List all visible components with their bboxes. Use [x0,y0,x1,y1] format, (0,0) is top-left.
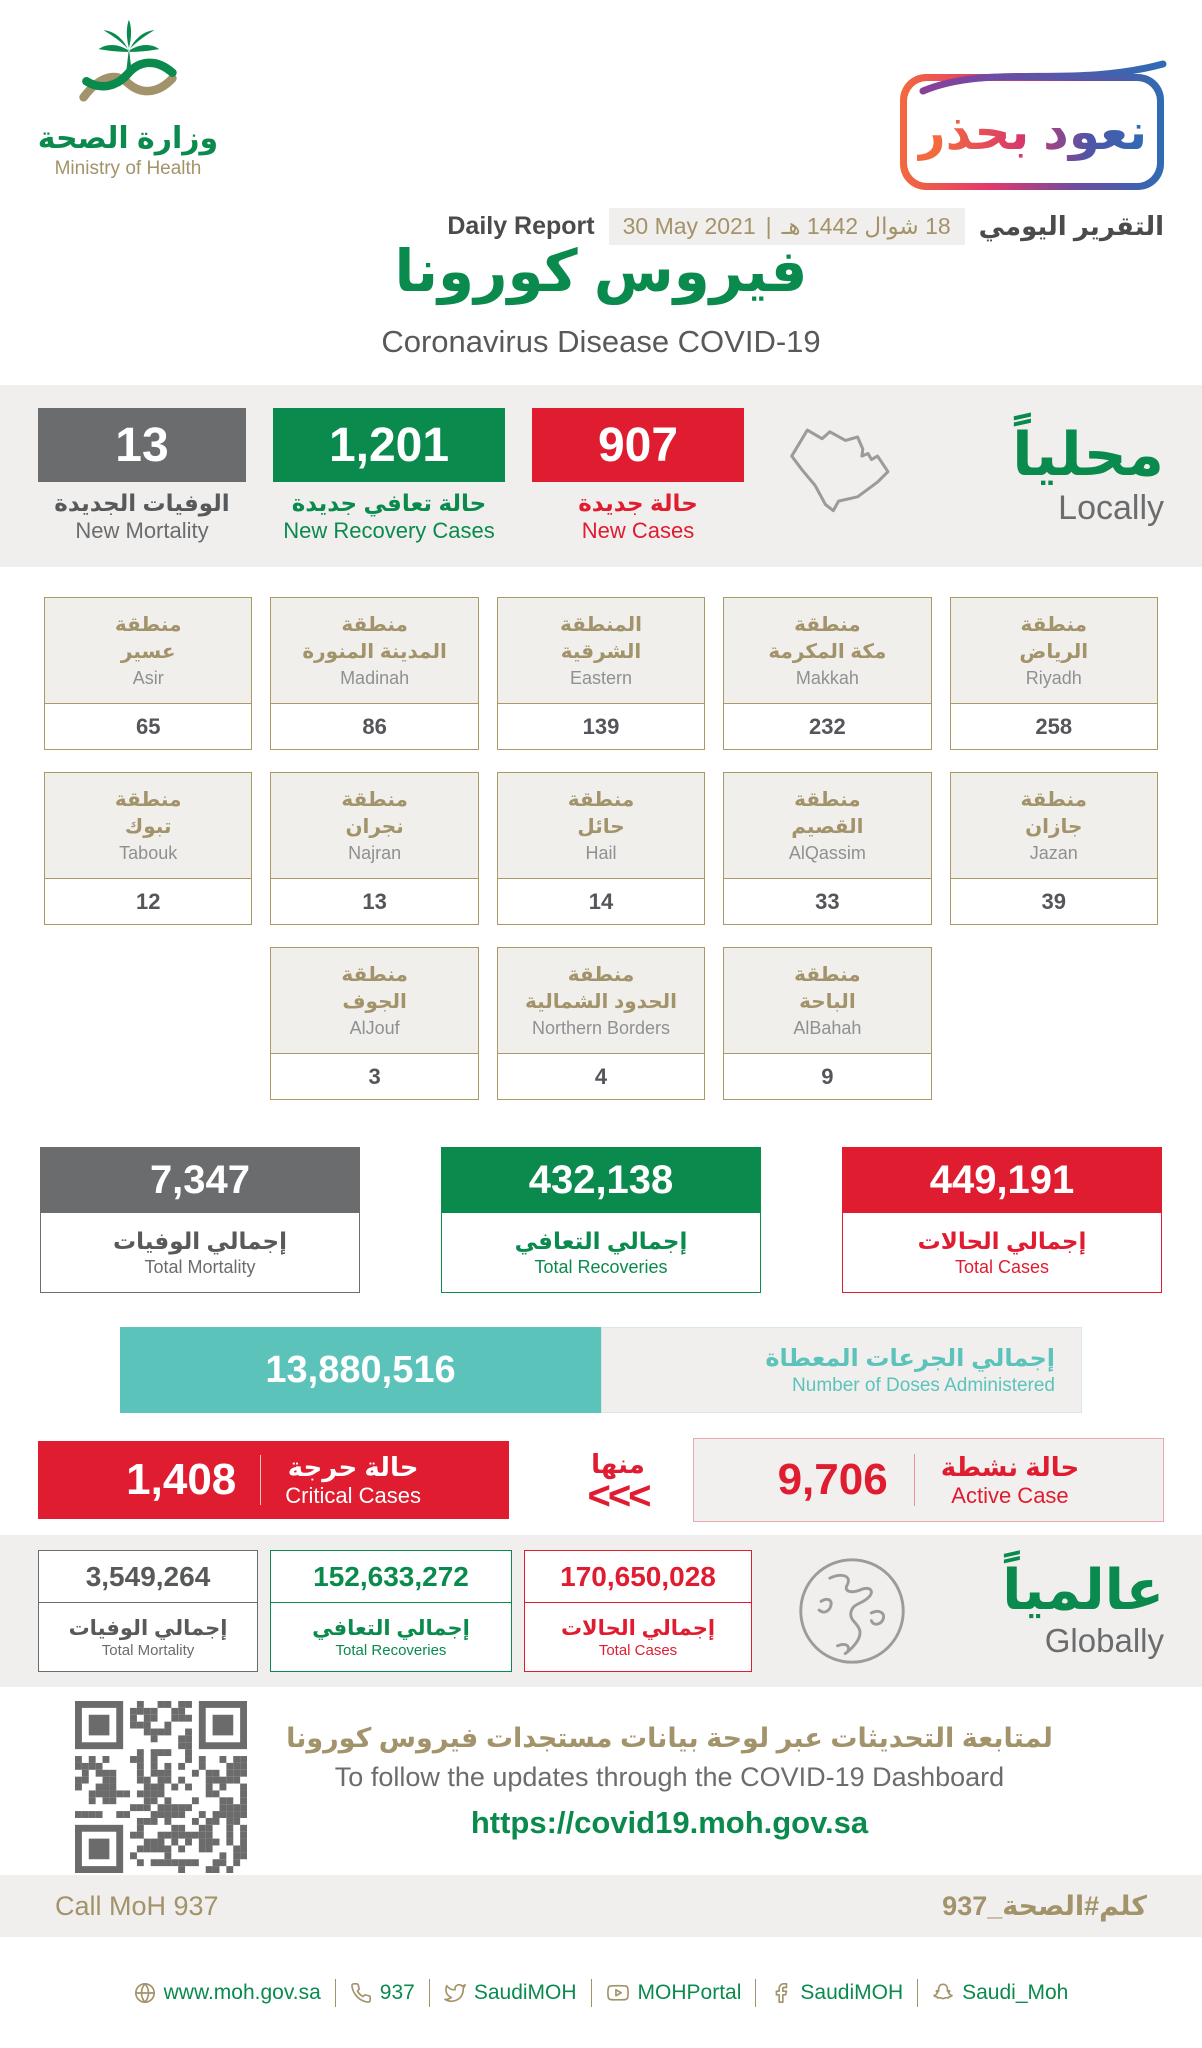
region-english-name: Makkah [795,668,859,688]
page-title-english: Coronavirus Disease COVID-19 [381,324,821,359]
region-value: 12 [135,888,161,914]
footer-separator [591,1979,592,2007]
global-cases-label-en: Total Cases [598,1641,678,1659]
footer-social-bar [0,1937,1202,2048]
total-recoveries-label-ar: إجمالي التعافي [514,1227,688,1254]
dashboard-text [247,1701,1092,1841]
region-english-name: AlQassim [788,843,866,863]
local-totals-row [0,1125,1202,1313]
global-mortality-value: 3,549,264 [39,1551,257,1603]
footer-snapchat-link[interactable] [932,1981,1068,2005]
region-card-header [498,948,704,1054]
region-english-name: AlJouf [349,1018,400,1038]
footer-phone-text: 937 [379,1980,415,2004]
total-mortality-label-ar: إجمالي الوفيات [113,1227,287,1254]
region-card-eastern [497,597,705,750]
region-card-header [45,598,251,704]
total-mortality-labels [40,1213,360,1293]
region-arabic-line2: مكة المكرمة [768,641,887,663]
region-english-name: Hail [585,843,617,863]
total-recoveries-box [441,1147,761,1313]
global-recoveries-value: 152,633,272 [271,1551,511,1603]
return-cautiously-badge [900,74,1164,190]
region-arabic-line2: المدينة المنورة [302,641,447,663]
new-recoveries-label-ar: حالة تعافي جديدة [291,490,487,516]
region-value: 4 [594,1063,608,1089]
critical-cases-box [38,1441,509,1519]
date-hijri: 18 شوال 1442 هـ [781,213,951,239]
footer-youtube-link[interactable] [606,1981,742,2005]
region-arabic-line1: منطقة [794,964,861,986]
footer-facebook-link[interactable] [770,1981,903,2005]
region-value: 139 [582,713,620,739]
dashboard-url-link[interactable]: https://covid19.moh.gov.sa [470,1805,869,1840]
region-card-makkah [723,597,931,750]
region-card-header [271,773,477,879]
active-cases-label-en: Active Case [951,1482,1069,1508]
new-cases-label-en: New Cases [581,518,695,543]
region-english-name: Riyadh [1025,668,1082,688]
call-moh-band [0,1875,1202,1937]
divider [914,1454,915,1506]
dashboard-line-en: To follow the updates through the COVID-19 Dashboard [334,1762,1005,1792]
globe-icon [134,1982,156,2004]
global-recoveries-label-en: Total Recoveries [335,1641,447,1659]
chevrons-left-icon: <<< [587,1473,649,1518]
footer-website-text: www.moh.gov.sa [163,1980,321,2004]
region-arabic-line1: منطقة [1020,614,1088,636]
doses-label-en: Number of Doses Administered [792,1374,1055,1396]
region-arabic-line2: تبوك [124,816,172,838]
footer-separator [335,1979,336,2007]
logo-arabic-wordmark: وزارة الصحة [37,122,219,155]
region-arabic-line2: حائل [577,816,625,838]
region-card-header [951,598,1157,704]
region-card-header [724,773,930,879]
dashboard-section [0,1687,1202,1875]
region-card-madinah [270,597,478,750]
critical-cases-label-ar: حالة حرجة [287,1451,419,1482]
region-value: 9 [821,1063,834,1089]
total-mortality-label-en: Total Mortality [144,1256,256,1277]
region-arabic-line1: المنطقة [560,614,642,636]
report-header [0,0,1202,385]
dashboard-line-ar: لمتابعة التحديثات عبر لوحة بيانات مستجدات فيروس كورونا [286,1723,1053,1753]
region-card-asir [44,597,252,750]
doses-bar [120,1327,1082,1413]
region-english-name: Asir [132,668,164,688]
total-recoveries-value: 432,138 [441,1147,761,1213]
region-card-header [271,948,477,1054]
region-arabic-line2: الرياض [1019,641,1089,663]
region-card-northern-borders [497,947,705,1100]
region-card-header [45,773,251,879]
region-arabic-line1: منطقة [1020,789,1088,811]
region-arabic-line1: منطقة [341,789,408,811]
region-english-name: Jazan [1029,843,1078,863]
globe-icon [794,1553,910,1669]
new-cases-stat [532,408,744,544]
doses-labels [601,1327,1082,1413]
of-which-label-ar: منها [591,1448,645,1479]
region-arabic-line2: الباحة [799,991,856,1013]
global-mortality-label-en: Total Mortality [101,1641,195,1659]
of-which-indicator [543,1448,693,1518]
region-arabic-line1: منطقة [794,614,861,636]
region-english-name: Tabouk [119,843,178,863]
footer-twitter-text: SaudiMOH [473,1980,577,2004]
region-arabic-line2: عسير [120,641,176,663]
new-mortality-label-en: New Mortality [75,518,209,543]
region-value: 65 [135,713,161,739]
global-recoveries-labels [271,1603,511,1671]
region-arabic-line2: الحدود الشمالية [524,991,677,1013]
region-arabic-line1: منطقة [794,789,861,811]
region-card-alqassim [723,772,931,925]
region-english-name: Najran [348,843,402,863]
region-arabic-line2: القصيم [791,816,864,838]
daily-report-label-en: Daily Report [447,212,595,240]
region-card-header [271,598,477,704]
moh-logo [28,16,228,180]
total-cases-box [842,1147,1162,1313]
footer-snapchat-text: Saudi_Moh [962,1980,1069,2004]
region-card-riyadh [950,597,1158,750]
region-card-najran [270,772,478,925]
global-cases-label-ar: إجمالي الحالات [560,1616,716,1640]
total-mortality-box [40,1147,360,1313]
region-card-hail [497,772,705,925]
region-card-jazan [950,772,1158,925]
critical-active-row [0,1425,1202,1535]
global-mortality-box [38,1550,258,1672]
twitter-icon [444,1982,466,2004]
region-value: 232 [809,713,846,739]
footer-facebook-text: SaudiMOH [800,1980,904,2004]
total-cases-value: 449,191 [842,1147,1162,1213]
region-arabic-line2: نجران [345,816,404,838]
doses-section [0,1313,1202,1425]
badge-text: نعود بحذر [916,104,1148,160]
total-cases-label-ar: إجمالي الحالات [917,1227,1087,1254]
locally-stats-band [0,385,1202,567]
saudi-arabia-map-icon [771,411,939,541]
region-card-header [498,598,704,704]
new-recoveries-value: 1,201 [273,408,505,482]
region-card-header [951,773,1157,879]
region-cards-grid [0,567,1202,1125]
region-english-name: Northern Borders [531,1018,671,1038]
active-cases-value: 9,706 [777,1455,888,1504]
date-separator: | [765,213,772,239]
region-card-albahah [723,947,931,1100]
region-arabic-line1: منطقة [114,789,182,811]
locally-heading [1012,420,1164,528]
active-cases-labels [941,1452,1080,1509]
doses-label-ar: إجمالي الجرعات المعطاة [765,1344,1055,1372]
region-value: 3 [368,1063,381,1089]
region-arabic-line1: منطقة [341,964,408,986]
region-arabic-line1: منطقة [567,789,635,811]
qr-code [75,1701,247,1873]
critical-cases-value: 1,408 [126,1455,237,1504]
locally-heading-en: Locally [1058,488,1164,527]
footer-separator [429,1979,430,2007]
region-card-header [498,773,704,879]
date-gregorian: 30 May 2021 [622,213,756,239]
active-cases-box [693,1438,1164,1522]
new-recoveries-label-en: New Recovery Cases [283,518,495,543]
footer-youtube-text: MOHPortal [637,1980,742,2004]
page-title-arabic: فيروس كورونا [394,239,808,304]
region-arabic-line2: جازان [1025,816,1083,838]
region-english-name: AlBahah [793,1018,862,1038]
total-recoveries-label-en: Total Recoveries [534,1256,668,1277]
region-card-header [724,598,930,704]
region-value: 13 [362,888,387,914]
footer-separator [917,1979,918,2007]
doses-value: 13,880,516 [120,1327,601,1413]
region-english-name: Eastern [569,668,633,688]
region-arabic-line2: الجوف [342,991,407,1013]
global-cases-value: 170,650,028 [525,1551,751,1603]
critical-cases-label-en: Critical Cases [285,1482,421,1508]
region-value: 39 [1041,888,1067,914]
region-arabic-line1: منطقة [114,614,182,636]
logo-english-wordmark: Ministry of Health [54,158,202,179]
moh-logo-mark [53,16,203,120]
youtube-icon [606,1982,630,2004]
footer-phone-link[interactable] [350,1981,415,2005]
global-mortality-label-ar: إجمالي الوفيات [68,1616,228,1640]
region-card-tabouk [44,772,252,925]
divider [260,1455,261,1505]
globally-stats-band [0,1535,1202,1687]
footer-separator [755,1979,756,2007]
globally-heading-en: Globally [1044,1622,1164,1659]
total-cases-label-en: Total Cases [954,1256,1050,1277]
global-cases-labels [525,1603,751,1671]
new-mortality-stat [38,408,246,544]
active-cases-label-ar: حالة نشطة [940,1451,1080,1482]
total-recoveries-labels [441,1213,761,1293]
region-card-aljouf [270,947,478,1100]
region-arabic-line1: منطقة [341,614,408,636]
phone-icon [350,1982,372,2004]
new-cases-value: 907 [532,408,744,482]
footer-website-link[interactable] [134,1981,321,2005]
critical-cases-labels [285,1452,421,1509]
daily-report-label-ar: التقرير اليومي [978,211,1164,241]
global-recoveries-box [270,1550,512,1672]
region-arabic-line2: الشرقية [560,641,642,663]
total-cases-labels [842,1213,1162,1293]
footer-twitter-link[interactable] [444,1981,577,2005]
new-mortality-label-ar: الوفيات الجديدة [54,490,230,516]
new-cases-label-ar: حالة جديدة [578,490,698,516]
region-english-name: Madinah [340,668,410,688]
total-mortality-value: 7,347 [40,1147,360,1213]
global-mortality-labels [39,1603,257,1671]
snapchat-icon [932,1982,954,2004]
call-moh-hashtag-ar: كلم#الصحة_937 [942,1890,1147,1921]
region-value: 33 [815,888,840,914]
new-recoveries-stat [273,408,505,544]
locally-heading-ar: محلياً [1012,420,1164,488]
region-arabic-line1: منطقة [567,964,635,986]
globally-heading-ar: عالمياً [1002,1558,1164,1621]
new-mortality-value: 13 [38,408,246,482]
global-cases-box [524,1550,752,1672]
region-value: 86 [362,713,387,739]
region-card-header [724,948,930,1054]
badge-swoosh [915,57,1170,97]
facebook-icon [770,1982,792,2004]
global-recoveries-label-ar: إجمالي التعافي [312,1616,470,1640]
call-moh-label-en: Call MoH 937 [55,1890,219,1921]
globally-heading [1002,1558,1164,1660]
region-value: 14 [588,888,614,914]
region-value: 258 [1035,713,1073,739]
